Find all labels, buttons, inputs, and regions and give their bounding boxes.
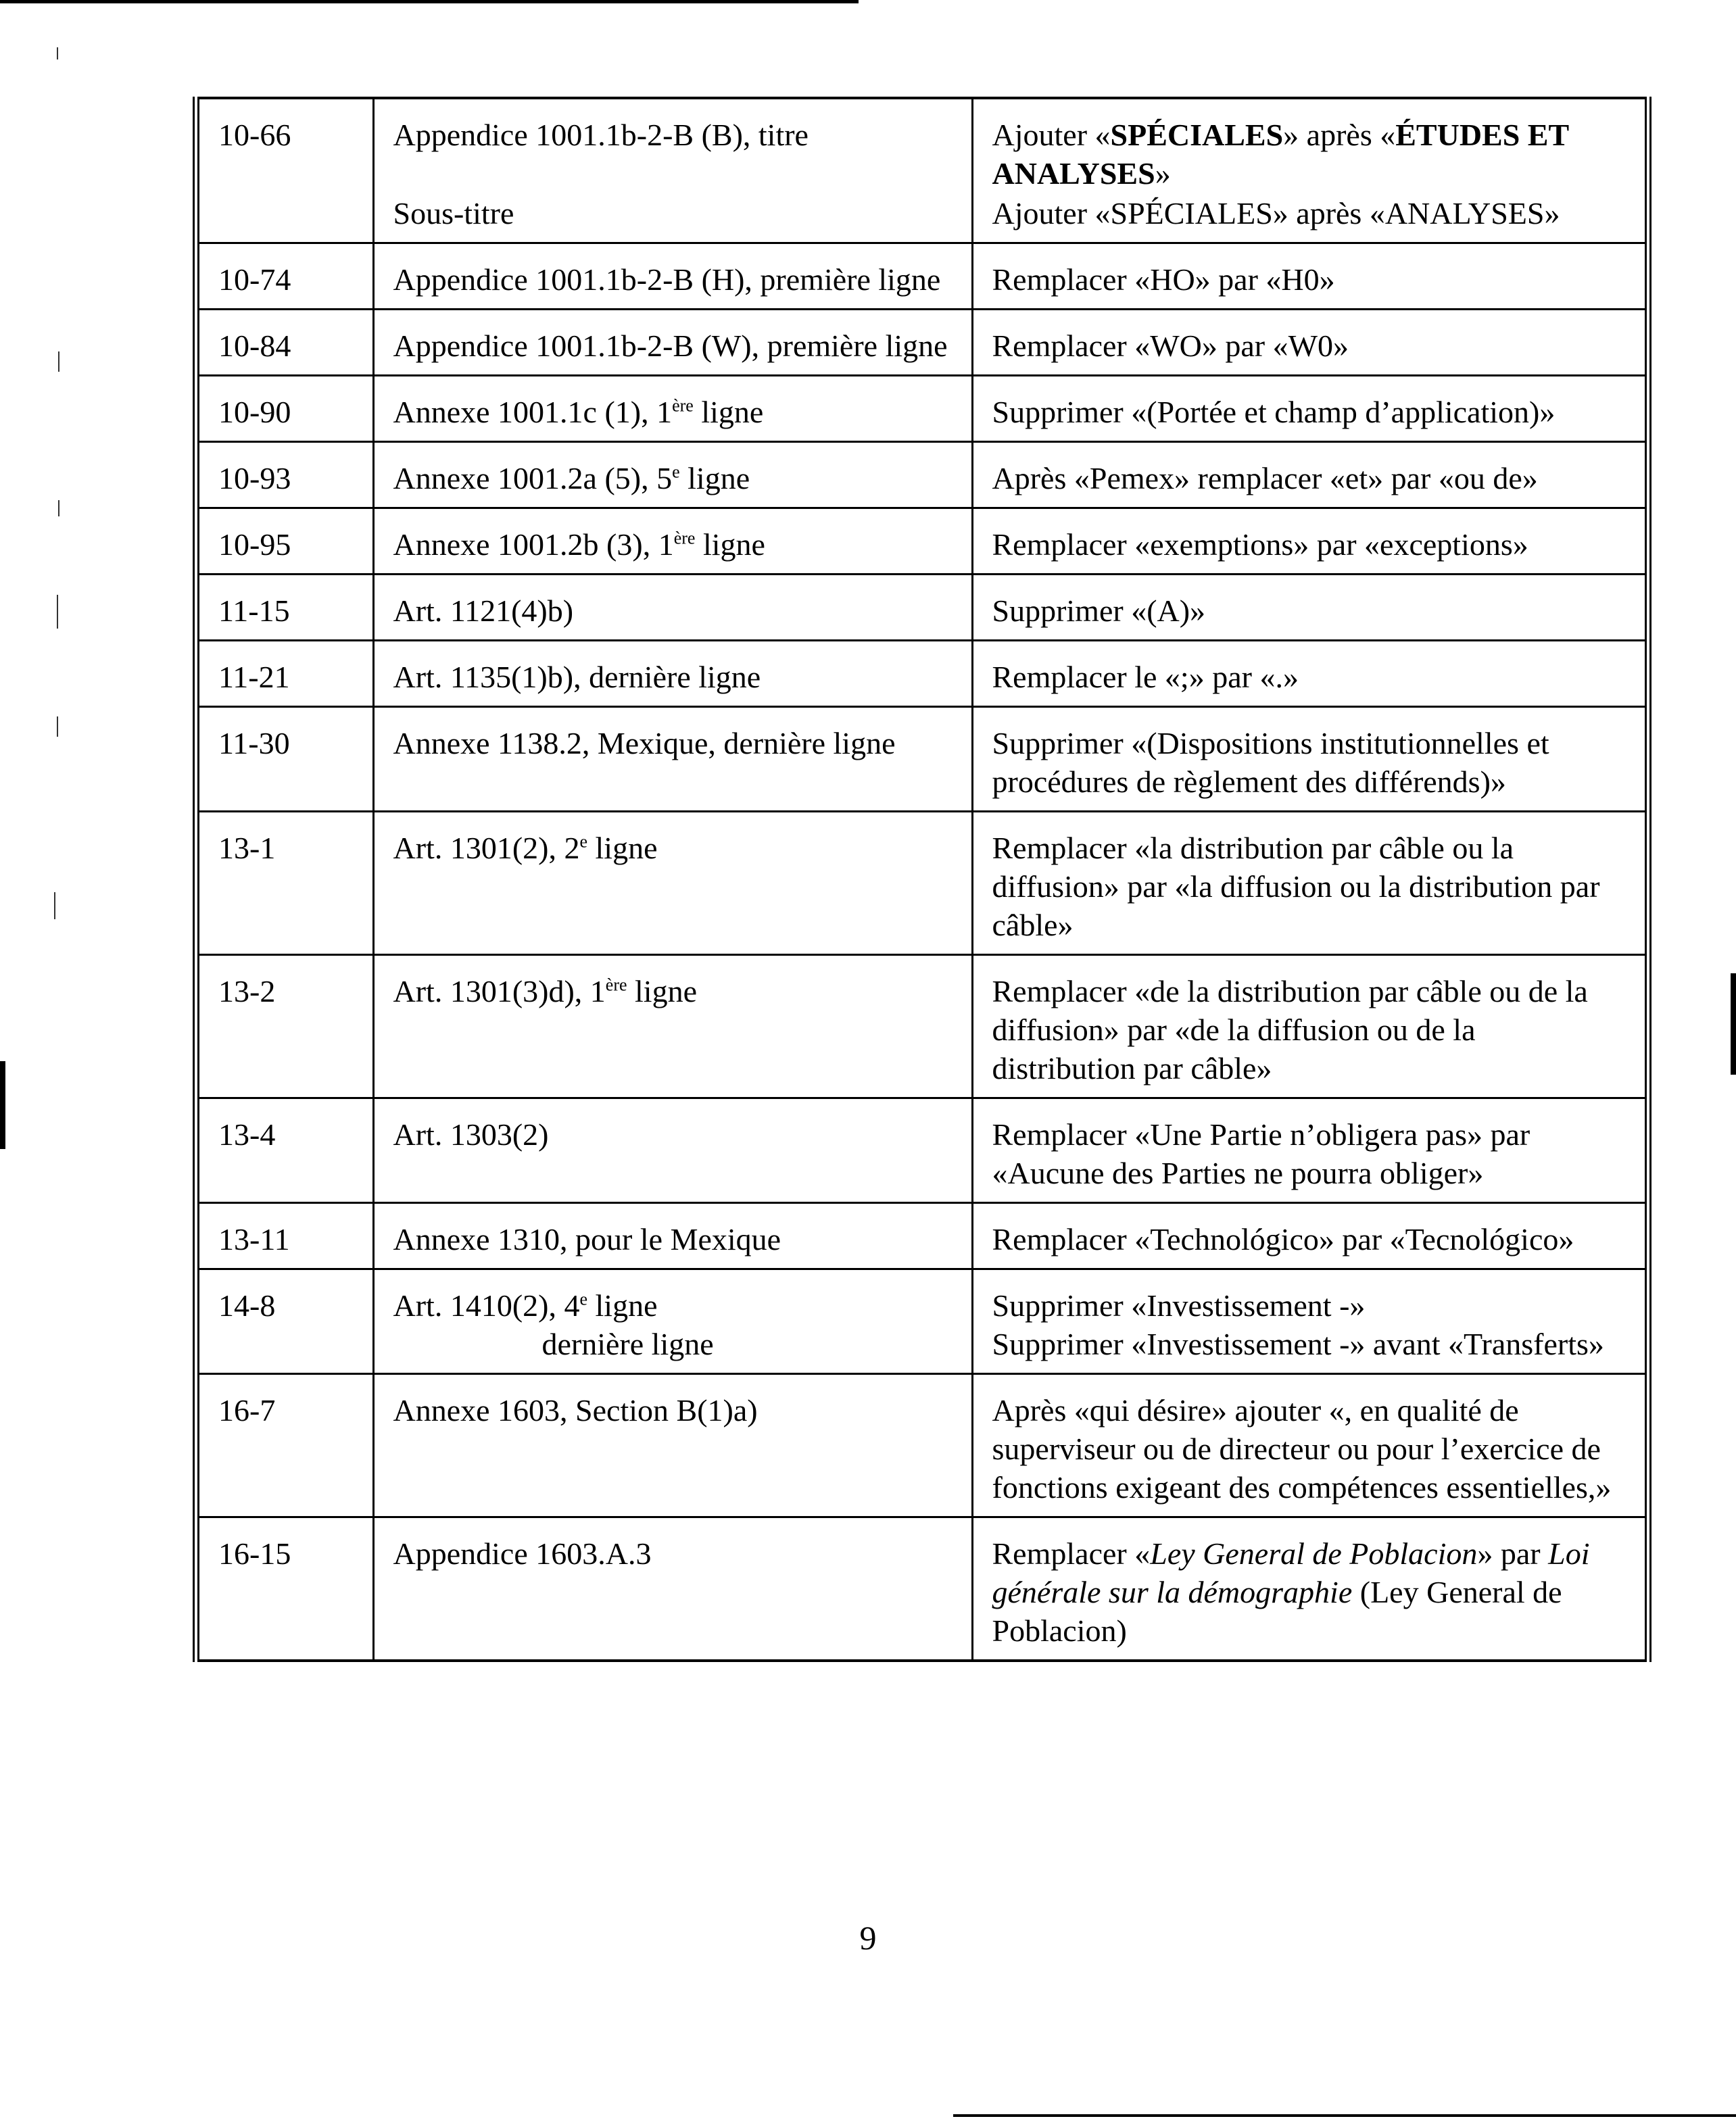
- ordinal-superscript: ère: [605, 975, 627, 995]
- correction-cell: Après «qui désire» ajouter «, en qualité de superviseur ou de directeur ou pour l’exercice de fonctions exigeant des compétences essentielles,»: [972, 1374, 1648, 1517]
- page-ref-cell: 11-21: [196, 641, 373, 707]
- correction-cell: Remplacer «Technológico» par «Tecnológico»: [972, 1203, 1648, 1269]
- location-text: Art. 1301(3)d), 1: [393, 974, 606, 1008]
- bold-term: SPÉCIALES: [1110, 118, 1284, 152]
- page-ref-cell: 13-4: [196, 1098, 373, 1203]
- page-ref-cell: 10-84: [196, 310, 373, 376]
- correction-text: Remplacer «: [992, 1536, 1151, 1571]
- page-ref-cell: 10-90: [196, 376, 373, 442]
- page-ref-cell: 13-11: [196, 1203, 373, 1269]
- table-row: [196, 707, 1648, 812]
- page-ref-cell: 16-15: [196, 1517, 373, 1661]
- table-row: [196, 376, 1648, 442]
- correction-subtext: Supprimer «Investissement -» avant «Transferts»: [992, 1327, 1604, 1361]
- location-cell: [373, 812, 972, 955]
- correction-cell: Après «Pemex» remplacer «et» par «ou de»: [972, 442, 1648, 508]
- ordinal-superscript: e: [579, 831, 588, 852]
- correction-text: Ajouter «SPÉCIALES» après «ÉTUDES ET ANALYSES»: [992, 118, 1569, 191]
- location-cell: [373, 508, 972, 575]
- location-text: Art. 1410(2), 4: [393, 1288, 580, 1323]
- correction-cell: Supprimer «(Dispositions institutionnelles et procédures de règlement des différends)»: [972, 707, 1648, 812]
- page-ref-cell: 10-95: [196, 508, 373, 575]
- location-cell: [373, 442, 972, 508]
- scan-speck: [58, 500, 59, 516]
- location-text: Annexe 1001.2b (3), 1: [393, 527, 674, 562]
- location-cell: Annexe 1603, Section B(1)a): [373, 1374, 972, 1517]
- italic-spanish-title: Ley General de Poblacion: [1150, 1536, 1478, 1571]
- table-row: [196, 575, 1648, 641]
- table-row: [196, 1203, 1648, 1269]
- location-cell: Annexe 1138.2, Mexique, dernière ligne: [373, 707, 972, 812]
- location-text: Annexe 1001.1c (1), 1: [393, 395, 673, 429]
- page-number: 9: [859, 1919, 877, 1957]
- correction-cell: [972, 98, 1648, 243]
- location-cell: [373, 1269, 972, 1374]
- ordinal-superscript: e: [579, 1289, 588, 1309]
- table-row: [196, 310, 1648, 376]
- location-cell: Appendice 1603.A.3: [373, 1517, 972, 1661]
- left-scan-mark: [0, 1061, 5, 1149]
- table-row: [196, 1269, 1648, 1374]
- location-cell: [373, 955, 972, 1098]
- location-cell: Annexe 1310, pour le Mexique: [373, 1203, 972, 1269]
- page-ref-cell: 11-30: [196, 707, 373, 812]
- page-ref-cell: 16-7: [196, 1374, 373, 1517]
- location-text-end: ligne: [695, 527, 765, 562]
- location-cell: [373, 98, 972, 243]
- page-ref-cell: 10-74: [196, 243, 373, 310]
- correction-cell: Remplacer «la distribution par câble ou la diffusion» par «la diffusion ou la distribution par câble»: [972, 812, 1648, 955]
- correction-cell: Supprimer «(Portée et champ d’application)»: [972, 376, 1648, 442]
- table-row: [196, 1517, 1648, 1661]
- correction-subtext: Ajouter «SPÉCIALES» après «ANALYSES»: [992, 196, 1560, 230]
- scan-speck: [54, 892, 55, 919]
- page-ref-cell: 10-66: [196, 98, 373, 243]
- bold-term: ÉTUDES ET ANALYSES: [992, 118, 1569, 191]
- scan-speck: [57, 47, 58, 59]
- location-text-end: ligne: [693, 395, 764, 429]
- table-row: [196, 812, 1648, 955]
- location-text-end: ligne: [679, 461, 750, 495]
- page-ref-cell: 11-15: [196, 575, 373, 641]
- scan-speck: [57, 716, 58, 737]
- table-row: [196, 442, 1648, 508]
- page-ref-cell: 13-2: [196, 955, 373, 1098]
- location-cell: Art. 1303(2): [373, 1098, 972, 1203]
- right-scan-mark: [1731, 973, 1736, 1075]
- table-row: [196, 508, 1648, 575]
- table-row: [196, 955, 1648, 1098]
- ordinal-superscript: e: [672, 462, 680, 482]
- location-subtext: dernière ligne: [541, 1327, 714, 1361]
- location-subtext: Sous-titre: [393, 196, 514, 230]
- location-cell: [373, 376, 972, 442]
- scan-speck: [58, 351, 59, 372]
- correction-cell: Remplacer le «;» par «.»: [972, 641, 1648, 707]
- ordinal-superscript: ère: [673, 528, 696, 548]
- table-row: [196, 1098, 1648, 1203]
- top-scan-edge: [0, 0, 859, 3]
- location-cell: Appendice 1001.1b-2-B (W), première ligne: [373, 310, 972, 376]
- location-text: Appendice 1001.1b-2-B (B), titre: [393, 118, 809, 152]
- correction-cell: Remplacer «WO» par «W0»: [972, 310, 1648, 376]
- correction-cell: Remplacer «HO» par «H0»: [972, 243, 1648, 310]
- errata-table: [193, 97, 1651, 1662]
- page-ref-cell: 14-8: [196, 1269, 373, 1374]
- location-cell: Art. 1121(4)b): [373, 575, 972, 641]
- table-row: [196, 1374, 1648, 1517]
- location-text-end: ligne: [627, 974, 698, 1008]
- page-ref-cell: 13-1: [196, 812, 373, 955]
- scan-speck: [57, 595, 58, 629]
- bottom-scan-edge: [953, 2114, 1736, 2117]
- italic-french-title: Loi générale sur la démographie: [992, 1536, 1590, 1609]
- page-ref-cell: 10-93: [196, 442, 373, 508]
- correction-cell: Remplacer «exemptions» par «exceptions»: [972, 508, 1648, 575]
- location-text: Art. 1301(2), 2: [393, 831, 580, 865]
- correction-cell: Remplacer «de la distribution par câble ou de la diffusion» par «de la diffusion ou de la distribution par câble»: [972, 955, 1648, 1098]
- table-row: [196, 641, 1648, 707]
- location-text-end: ligne: [587, 831, 658, 865]
- location-cell: Art. 1135(1)b), dernière ligne: [373, 641, 972, 707]
- location-cell: Appendice 1001.1b-2-B (H), première ligne: [373, 243, 972, 310]
- correction-text-end: (Ley General de Poblacion): [992, 1575, 1562, 1648]
- correction-cell: [972, 1517, 1648, 1661]
- correction-text: Supprimer «Investissement -»: [992, 1288, 1366, 1323]
- location-text-end: ligne: [587, 1288, 658, 1323]
- location-text: Annexe 1001.2a (5), 5: [393, 461, 673, 495]
- ordinal-superscript: ère: [672, 395, 694, 416]
- correction-text-mid: » par: [1477, 1536, 1549, 1571]
- table-row: [196, 243, 1648, 310]
- correction-cell: Remplacer «Une Partie n’obligera pas» par «Aucune des Parties ne pourra obliger»: [972, 1098, 1648, 1203]
- correction-cell: Supprimer «(A)»: [972, 575, 1648, 641]
- correction-cell: [972, 1269, 1648, 1374]
- table-row: [196, 98, 1648, 243]
